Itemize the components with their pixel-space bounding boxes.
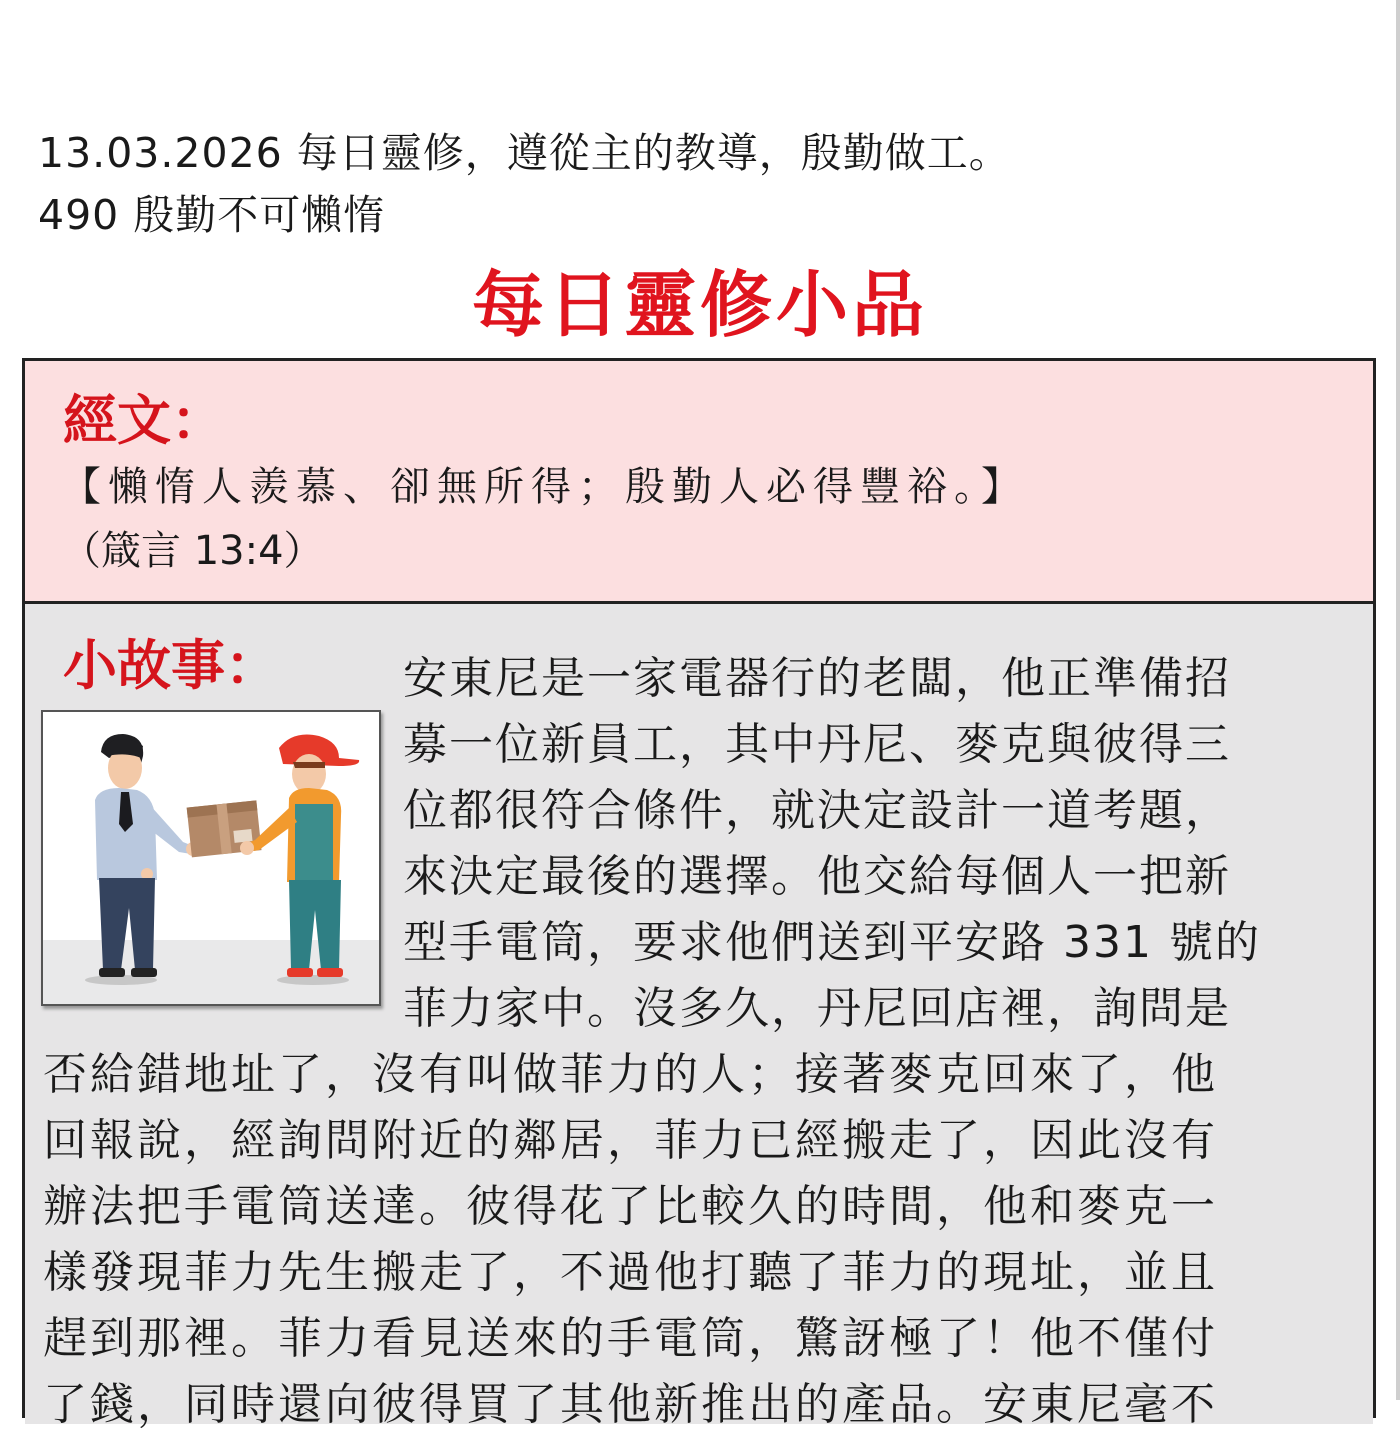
scripture-heading: 經文： [63,389,225,452]
story-line: 趕到那裡。菲力看見送來的手電筒，驚訝極了！他不僅付 [43,1313,1218,1364]
story-line: 募一位新員工，其中丹尼、麥克與彼得三 [403,719,1231,770]
hymn-header: 490 殷勤不可懶惰 [38,191,386,239]
story-line: 否給錯地址了，沒有叫做菲力的人；接著麥克回來了，他 [43,1049,1218,1100]
story-line: 型手電筒，要求他們送到平安路 331 號的 [403,917,1261,968]
page-title: 每日靈修小品 [471,263,928,347]
story-line: 菲力家中。沒多久，丹尼回店裡，詢問是 [403,983,1231,1034]
story-line: 來決定最後的選擇。他交給每個人一把新 [403,851,1231,902]
scripture-reference: （箴言 13:4） [61,528,324,574]
scripture-section [25,361,1373,604]
devotional-box [22,358,1376,1430]
story-heading: 小故事： [63,634,279,697]
page-right-edge [1396,0,1400,1400]
story-line: 回報說，經詢問附近的鄰居，菲力已經搬走了，因此沒有 [43,1115,1218,1166]
story-section [25,604,1373,1430]
handing-package-illustration [41,710,381,1006]
story-line: 了錢，同時還向彼得買了其他新推出的產品。安東尼毫不 [43,1379,1218,1430]
date-header: 13.03.2026 每日靈修，遵從主的教導，殷勤做工。 [38,129,1011,177]
story-line: 辦法把手電筒送達。彼得花了比較久的時間，他和麥克一 [43,1181,1218,1232]
story-line: 位都很符合條件，就決定設計一道考題， [403,785,1231,836]
story-line: 樣發現菲力先生搬走了，不過他打聽了菲力的現址，並且 [43,1247,1218,1298]
story-line: 安東尼是一家電器行的老闆，他正準備招 [403,653,1231,704]
scripture-verse: 【懶惰人羨慕、卻無所得；殷勤人必得豐裕。】 [61,464,1028,510]
